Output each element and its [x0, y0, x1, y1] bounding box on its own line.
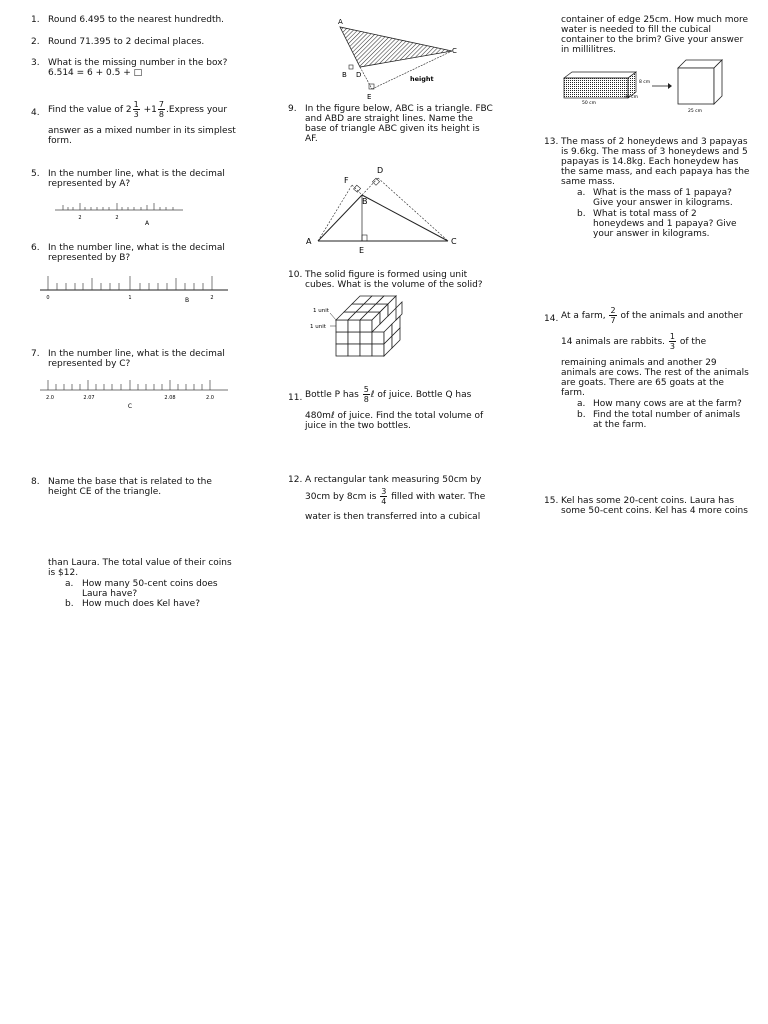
question-text: At a farm, [561, 311, 609, 321]
numerator: 7 [158, 100, 164, 109]
question-text [305, 487, 485, 506]
vertex-label: C [452, 47, 457, 55]
question-text: A rectangular tank measuring 50cm by [305, 475, 482, 485]
dimension-label: 25 cm [688, 109, 703, 114]
question-text: are goats. There are 65 goats at the [561, 378, 724, 388]
question-number: 12. [288, 475, 303, 485]
tick-label: 0 [46, 295, 50, 301]
point-label-c: C [127, 403, 133, 410]
question-text: remaining animals and another 29 [561, 358, 717, 368]
question-text: .Express your [165, 105, 228, 115]
question-text: answer as a mixed number in its simplest [48, 126, 236, 136]
vertex-label: D [377, 166, 384, 175]
tick-label: 2.0 [46, 395, 54, 401]
number-line-c [40, 378, 230, 414]
point-label-a: A [144, 220, 150, 227]
number-line-b [40, 272, 230, 308]
vertex-label: D [356, 71, 362, 79]
question-text: is 9.6kg. The mass of 3 honeydews and 5 [561, 147, 748, 157]
vertex-label: B [342, 71, 347, 79]
question-number: 3. [31, 58, 40, 68]
denominator: 8 [363, 395, 369, 404]
question-text: 6.514 = 6 + 0.5 + □ [48, 68, 143, 78]
question-text: container to the brim? Give your answer [561, 35, 744, 45]
dimension-label: 30 cm [624, 95, 639, 100]
question-number: 13. [544, 137, 559, 147]
vertex-label: C [451, 237, 457, 246]
question-number: 4. [31, 108, 40, 118]
question-text: is $12. [48, 568, 79, 578]
question-text: water is then transferred into a cubical [305, 512, 481, 522]
numerator: 1 [133, 100, 139, 109]
subpart-label: b. [577, 209, 586, 219]
figure-q8-triangle [330, 15, 470, 103]
question-text: some 50-cent coins. Kel has 4 more coins [561, 506, 748, 516]
question-text: same mass. [561, 177, 615, 187]
question-text: the same mass, and each papaya has the [561, 167, 750, 177]
tick-label: 2 [78, 215, 82, 221]
numerator: 1 [669, 332, 675, 341]
question-number: 8. [31, 477, 40, 487]
tick-label: 2.07 [83, 395, 95, 401]
question-text: Bottle P has [305, 390, 362, 400]
fraction [363, 385, 370, 404]
question-text: 30cm by 8cm is [305, 492, 380, 502]
question-text: Round 6.495 to the nearest hundredth. [48, 15, 225, 25]
question-text: honeydews and 1 papaya? Give [593, 219, 737, 229]
question-text: animals are cows. The rest of the animals [561, 368, 749, 378]
question-text: In the number line, what is the decimal [48, 243, 225, 253]
question-number: 6. [31, 243, 40, 253]
question-text: How many cows are at the farm? [593, 399, 742, 409]
question-text: represented by A? [48, 179, 131, 189]
question-text [561, 332, 706, 351]
figure-q9-triangle [300, 160, 470, 260]
denominator: 8 [158, 110, 164, 119]
denominator: 3 [669, 342, 675, 351]
question-text: height CE of the triangle. [48, 487, 162, 497]
dimension-label: 50 cm [582, 101, 597, 106]
question-text: Laura have? [82, 589, 138, 599]
question-text: In the number line, what is the decimal [48, 169, 225, 179]
question-text: 14 animals are rabbits. [561, 337, 668, 347]
question-text: in millilitres. [561, 45, 616, 55]
question-text [561, 306, 743, 325]
question-number: 7. [31, 349, 40, 359]
question-text: of the animals and another [617, 311, 743, 321]
unit-label: 1 unit [310, 324, 326, 330]
figure-q12-tank-cube [560, 58, 730, 116]
question-text: How many 50-cent coins does [82, 579, 218, 589]
question-text: Find the value of 2 [48, 105, 132, 115]
question-text: The solid figure is formed using unit [305, 270, 468, 280]
point-label-b: B [184, 297, 190, 304]
question-text: ℓ of juice. Bottle Q has [370, 390, 472, 400]
question-text: and ABD are straight lines. Name the [305, 114, 473, 124]
question-text: The mass of 2 honeydews and 3 papayas [561, 137, 748, 147]
question-text: 480mℓ of juice. Find the total volume of [305, 411, 484, 421]
question-text [48, 100, 227, 119]
subpart-label: b. [577, 410, 586, 420]
numerator: 2 [610, 306, 616, 315]
vertex-label: A [338, 18, 343, 26]
question-number: 11. [288, 393, 303, 403]
numerator: 3 [381, 487, 387, 496]
question-text: juice in the two bottles. [305, 421, 411, 431]
height-label: height [410, 75, 434, 83]
question-text: of the [676, 337, 707, 347]
vertex-label: E [359, 246, 365, 255]
question-text: What is the mass of 1 papaya? [593, 188, 732, 198]
question-text: What is total mass of 2 [593, 209, 697, 219]
figure-q10-cubes [308, 296, 408, 368]
subpart-label: a. [577, 399, 586, 409]
unit-label: 1 unit [313, 308, 329, 314]
subpart-label: b. [65, 599, 74, 609]
fraction [133, 100, 140, 119]
question-text: How much does Kel have? [82, 599, 200, 609]
tick-label: 1 [128, 295, 132, 301]
question-text: What is the missing number in the box? [48, 58, 228, 68]
fraction [380, 487, 387, 506]
question-text: Give your answer in kilograms. [593, 198, 733, 208]
question-number: 15. [544, 496, 559, 506]
question-text: Round 71.395 to 2 decimal places. [48, 37, 205, 47]
tick-label: 2.0 [206, 395, 214, 401]
question-text: In the figure below, ABC is a triangle. FBC [305, 104, 493, 114]
question-text: papayas is 14.8kg. Each honeydew has [561, 157, 739, 167]
question-text: represented by B? [48, 253, 131, 263]
question-text [305, 385, 471, 404]
question-text: form. [48, 136, 72, 146]
question-text: Name the base that is related to the [48, 477, 212, 487]
vertex-label: A [306, 237, 312, 246]
question-text: AF. [305, 134, 318, 144]
denominator: 3 [133, 110, 139, 119]
question-number: 5. [31, 169, 40, 179]
question-text: In the number line, what is the decimal [48, 349, 225, 359]
vertex-label: B [362, 197, 368, 206]
question-text: represented by C? [48, 359, 131, 369]
fraction [609, 306, 616, 325]
number-line-a [55, 198, 185, 230]
question-text: Find the total number of animals [593, 410, 741, 420]
dimension-label: 8 cm [639, 80, 651, 85]
question-number: 1. [31, 15, 40, 25]
tick-label: 2 [115, 215, 119, 221]
fraction [158, 100, 165, 119]
question-text: +1 [143, 105, 157, 115]
question-text: cubes. What is the volume of the solid? [305, 280, 483, 290]
question-text: farm. [561, 388, 585, 398]
numerator: 5 [363, 385, 369, 394]
question-number: 9. [288, 104, 297, 114]
tick-label: 2.08 [164, 395, 176, 401]
question-text: Kel has some 20-cent coins. Laura has [561, 496, 735, 506]
question-number: 10. [288, 270, 303, 280]
question-text: filled with water. The [388, 492, 486, 502]
fraction [669, 332, 676, 351]
question-text: container of edge 25cm. How much more [561, 15, 749, 25]
denominator: 4 [381, 497, 387, 506]
vertex-label: F [344, 176, 349, 185]
denominator: 7 [610, 316, 616, 325]
question-text: at the farm. [593, 420, 647, 430]
question-text: than Laura. The total value of their coins [48, 558, 232, 568]
subpart-label: a. [65, 579, 74, 589]
tick-label: 2 [210, 295, 214, 301]
question-number: 2. [31, 37, 40, 47]
subpart-label: a. [577, 188, 586, 198]
vertex-label: E [367, 93, 372, 101]
question-number: 14. [544, 314, 559, 324]
question-text: your answer in kilograms. [593, 229, 710, 239]
question-text: base of triangle ABC given its height is [305, 124, 480, 134]
question-text: water is needed to fill the cubical [561, 25, 712, 35]
